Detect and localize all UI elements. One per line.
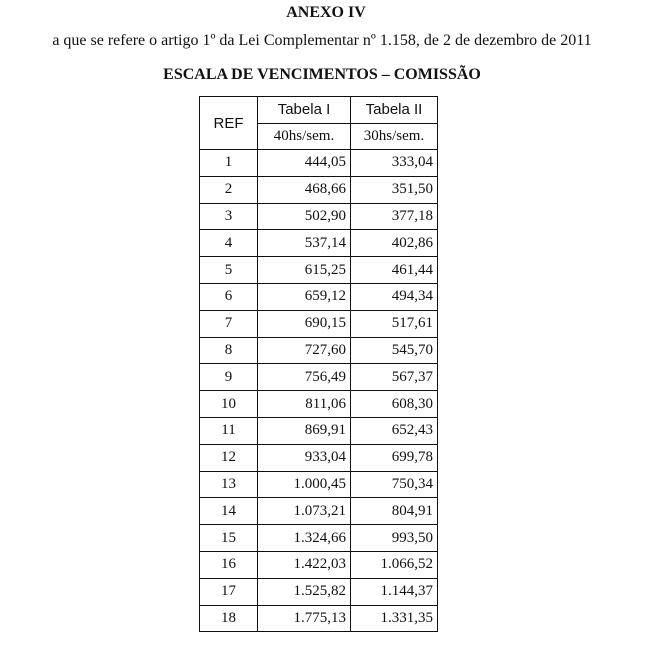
ref-cell: 12 [200,444,258,471]
ref-cell: 4 [200,230,258,257]
tabela-i-value: 659,12 [258,283,351,310]
tabela-ii-header: Tabela II [351,97,438,124]
tabela-ii-value: 750,34 [351,471,438,498]
tabela-i-value: 756,49 [258,364,351,391]
tabela-i-value: 933,04 [258,444,351,471]
tabela-i-value: 502,90 [258,203,351,230]
ref-cell: 8 [200,337,258,364]
tabela-i-value: 811,06 [258,391,351,418]
tabela-i-value: 1.525,82 [258,578,351,605]
tabela-ii-value: 1.331,35 [351,605,438,632]
tabela-i-header: Tabela I [258,97,351,124]
table-row [200,391,438,418]
tabela-i-value: 727,60 [258,337,351,364]
tabela-ii-hours-header: 30hs/sem. [351,123,438,150]
table-row [200,364,438,391]
tabela-ii-value: 652,43 [351,417,438,444]
table-row [200,551,438,578]
ref-cell: 18 [200,605,258,632]
ref-cell: 11 [200,417,258,444]
tabela-ii-value: 567,37 [351,364,438,391]
ref-cell: 10 [200,391,258,418]
tabela-i-value: 468,66 [258,176,351,203]
table-row [200,257,438,284]
tabela-ii-value: 1.144,37 [351,578,438,605]
tabela-i-hours-header: 40hs/sem. [258,123,351,150]
tabela-ii-value: 461,44 [351,257,438,284]
table-title: ESCALA DE VENCIMENTOS – COMISSÃO [163,66,481,83]
tabela-i-value: 1.000,45 [258,471,351,498]
header-row-1 [200,97,438,124]
tabela-i-value: 690,15 [258,310,351,337]
ref-cell: 15 [200,525,258,552]
ref-cell: 14 [200,498,258,525]
ref-cell: 13 [200,471,258,498]
tabela-ii-value: 377,18 [351,203,438,230]
table-body [200,150,438,632]
table-row [200,230,438,257]
tabela-ii-value: 402,86 [351,230,438,257]
table-row [200,471,438,498]
tabela-ii-value: 1.066,52 [351,551,438,578]
tabela-ii-value: 804,91 [351,498,438,525]
tabela-i-value: 444,05 [258,150,351,177]
table-row [200,605,438,632]
tabela-ii-value: 608,30 [351,391,438,418]
ref-column-header: REF [200,97,258,150]
ref-cell: 7 [200,310,258,337]
table-row [200,310,438,337]
table-row [200,283,438,310]
table-row [200,417,438,444]
table-row [200,150,438,177]
table-row [200,444,438,471]
salary-scale-table [199,96,438,632]
tabela-ii-value: 993,50 [351,525,438,552]
ref-cell: 16 [200,551,258,578]
tabela-i-value: 869,91 [258,417,351,444]
tabela-i-value: 537,14 [258,230,351,257]
ref-cell: 3 [200,203,258,230]
ref-cell: 6 [200,283,258,310]
ref-cell: 9 [200,364,258,391]
table-row [200,337,438,364]
ref-cell: 17 [200,578,258,605]
tabela-i-value: 615,25 [258,257,351,284]
tabela-i-value: 1.775,13 [258,605,351,632]
annex-subtitle: a que se refere o artigo 1º da Lei Complementar nº 1.158, de 2 de dezembro de 2011 [52,32,592,49]
ref-cell: 1 [200,150,258,177]
ref-cell: 5 [200,257,258,284]
tabela-ii-value: 517,61 [351,310,438,337]
table-row [200,203,438,230]
tabela-i-value: 1.422,03 [258,551,351,578]
table-header [200,97,438,150]
table-row [200,578,438,605]
tabela-ii-value: 351,50 [351,176,438,203]
tabela-ii-value: 494,34 [351,283,438,310]
table-row [200,176,438,203]
tabela-ii-value: 699,78 [351,444,438,471]
table-row [200,498,438,525]
tabela-i-value: 1.324,66 [258,525,351,552]
tabela-ii-value: 545,70 [351,337,438,364]
tabela-ii-value: 333,04 [351,150,438,177]
ref-cell: 2 [200,176,258,203]
table-row [200,525,438,552]
tabela-i-value: 1.073,21 [258,498,351,525]
annex-title: ANEXO IV [286,4,366,21]
